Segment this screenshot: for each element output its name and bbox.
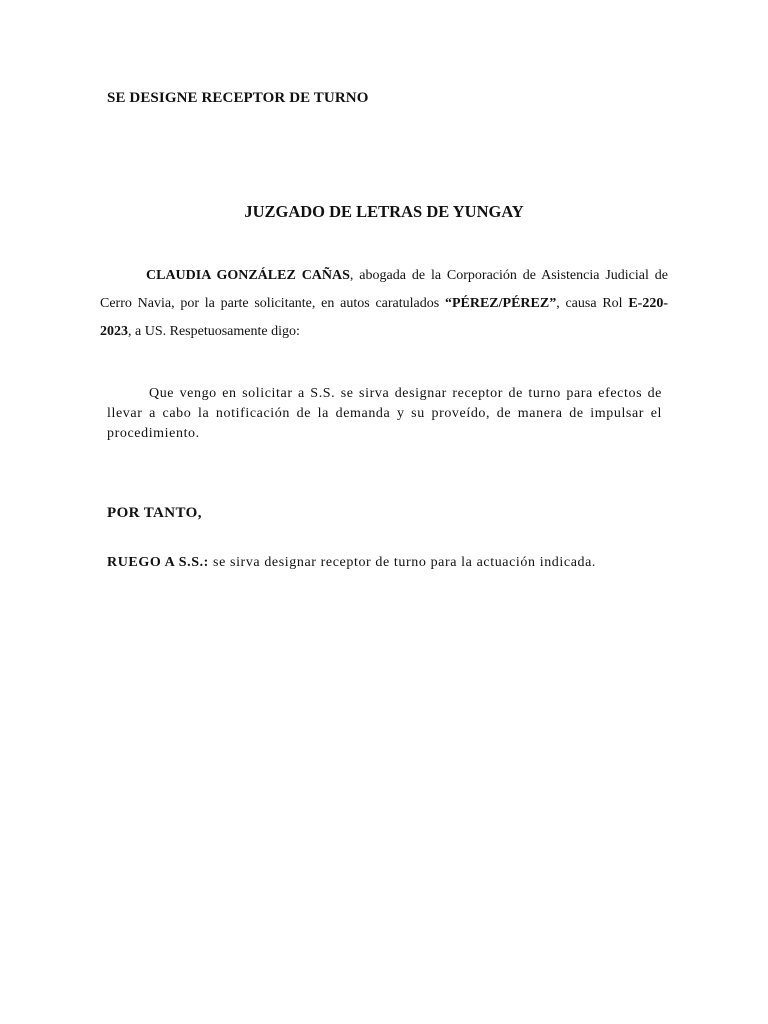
- intro-paragraph: [100, 262, 668, 346]
- petition-text: se sirva designar receptor de turno para la actuación indicada.: [208, 555, 597, 570]
- case-rol: E-220-2023: [100, 296, 668, 339]
- attorney-name: CLAUDIA GONZÁLEZ CAÑAS: [146, 268, 350, 283]
- por-tanto-heading: POR TANTO,: [107, 505, 202, 521]
- intro-text-2: , causa Rol: [556, 296, 629, 311]
- petition-label: RUEGO A S.S.:: [107, 555, 209, 570]
- request-paragraph: [107, 384, 662, 444]
- petition-paragraph: [107, 552, 662, 573]
- case-caption: “PÉREZ/PÉREZ”: [444, 296, 557, 311]
- document-sumilla: SE DESIGNE RECEPTOR DE TURNO: [107, 90, 369, 106]
- intro-text-3: , a US. Respetuosamente digo:: [128, 324, 300, 339]
- request-text: Que vengo en solicitar a S.S. se sirva designar receptor de turno para efectos de llevar a cabo la notificación de la demanda y su proveído, de manera de impulsar el procedimiento.: [107, 386, 662, 441]
- court-heading: JUZGADO DE LETRAS DE YUNGAY: [244, 202, 524, 221]
- intro-text-1: , abogada de la Corporación de Asistencia Judicial de Cerro Navia, por la parte solicitante, en autos caratulados: [100, 268, 668, 311]
